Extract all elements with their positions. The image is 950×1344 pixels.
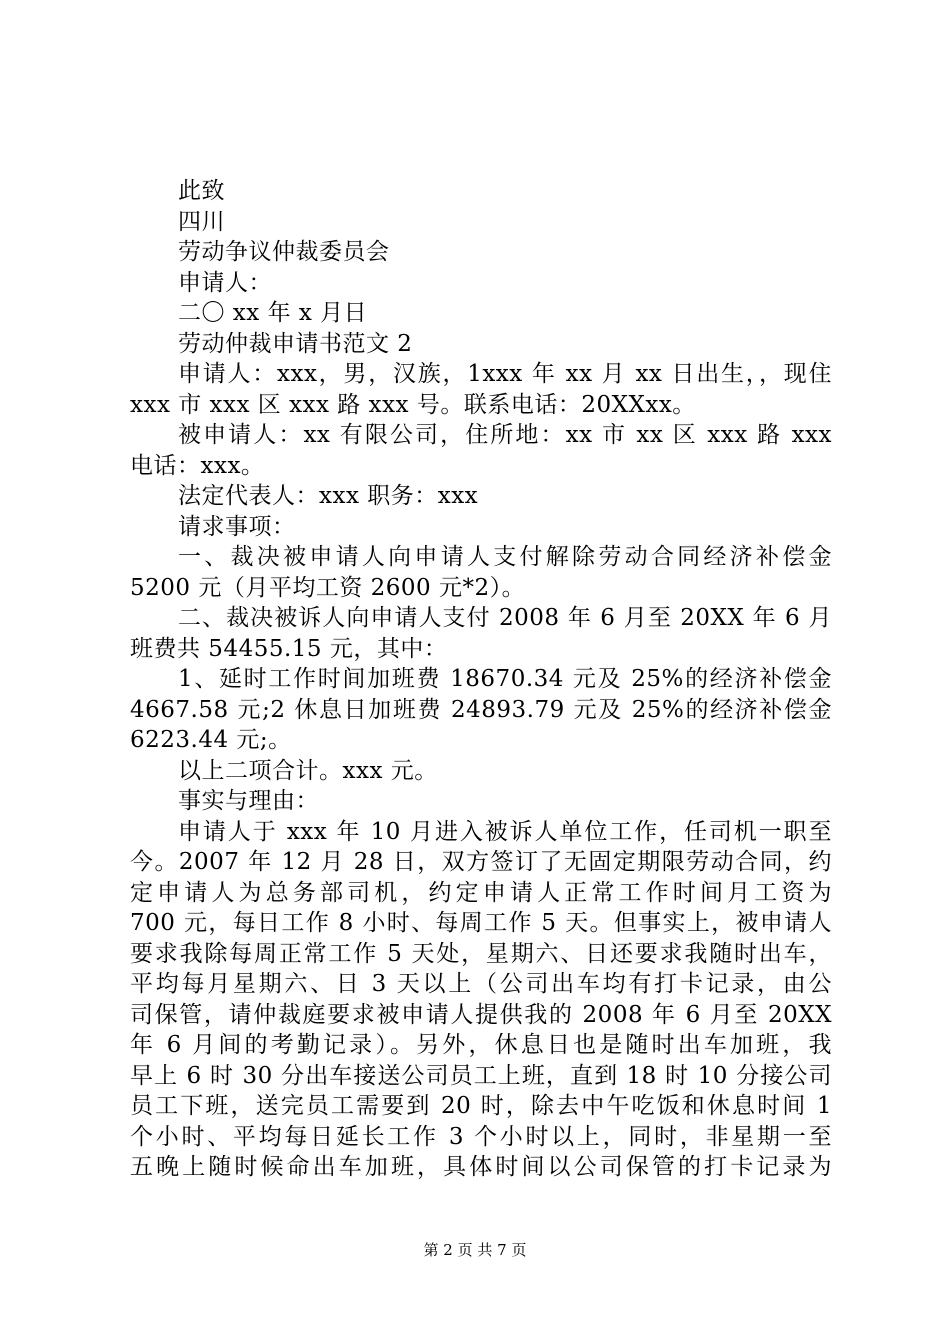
document-body	[130, 176, 832, 1183]
document-line: 700 元，每日工作 8 小时、每周工作 5 天。但事实上，被申请人	[130, 910, 832, 936]
document-line: 6223.44 元;。	[130, 727, 292, 753]
document-line: 二、裁决被诉人向申请人支付 2008 年 6 月至 20XX 年 6 月	[178, 605, 832, 631]
document-line: 一、裁决被申请人向申请人支付解除劳动合同经济补偿金	[178, 544, 832, 570]
document-line: 个小时、平均每日延长工作 3 个小时以上，同时，非星期一至	[130, 1123, 832, 1150]
document-line: 4667.58 元;2 休息日加班费 24893.79 元及 25%的经济补偿金	[130, 696, 832, 723]
document-line: 五晚上随时候命出车加班，具体时间以公司保管的打卡记录为	[130, 1154, 832, 1180]
document-line: xxx 市 xxx 区 xxx 路 xxx 号。联系电话：20XXxx。	[130, 391, 696, 418]
document-line: 被申请人：xx 有限公司，住所地：xx 市 xx 区 xxx 路 xxx	[178, 422, 832, 448]
document-line: 申请人：xxx，男，汉族，1xxx 年 xx 月 xx 日出生，，现住	[178, 361, 832, 387]
document-line: 员工下班，送完员工需要到 20 时，除去中午吃饭和休息时间 1	[130, 1093, 832, 1119]
page-footer: 第 2 页 共 7 页	[423, 1241, 527, 1259]
document-line: 年 6 月间的考勤记录）。另外，休息日也是随时出车加班，我	[130, 1032, 832, 1058]
document-line: 早上 6 时 30 分出车接送公司员工上班，直到 18 时 10 分接公司	[130, 1062, 832, 1089]
document-line: 班费共 54455.15 元，其中：	[130, 635, 448, 662]
document-line: 此致	[178, 178, 225, 204]
document-line: 今。2007 年 12 月 28 日，双方签订了无固定期限劳动合同，约	[130, 849, 832, 875]
document-line: 请求事项：	[178, 513, 296, 540]
document-line: 定申请人为总务部司机，约定申请人正常工作时间月工资为	[130, 879, 832, 906]
document-line: 以上二项合计。xxx 元。	[178, 757, 438, 784]
document-line: 事实与理由：	[178, 788, 319, 814]
document-line: 5200 元（月平均工资 2600 元*2）。	[130, 574, 526, 601]
document-line: 1、延时工作时间加班费 18670.34 元及 25%的经济补偿金	[178, 666, 832, 692]
document-line: 申请人于 xxx 年 10 月进入被诉人单位工作，任司机一职至	[178, 818, 832, 845]
document-line: 申请人：	[178, 269, 272, 296]
document-line: 平均每月星期六、日 3 天以上（公司出车均有打卡记录，由公	[130, 971, 832, 997]
document-line: 电话：xxx。	[130, 452, 265, 479]
document-line: 劳动争议仲裁委员会	[178, 239, 390, 265]
document-line: 四川	[178, 208, 225, 235]
document-line: 要求我除每周正常工作 5 天处，星期六、日还要求我随时出车，	[130, 940, 832, 967]
document-line: 劳动仲裁申请书范文 2	[178, 330, 413, 357]
document-line: 司保管，请仲裁庭要求被申请人提供我的 2008 年 6 月至 20XX	[130, 1001, 832, 1028]
document-line: 法定代表人：xxx 职务：xxx	[178, 483, 479, 509]
document-line: 二〇 xx 年 x 月日	[178, 300, 368, 326]
